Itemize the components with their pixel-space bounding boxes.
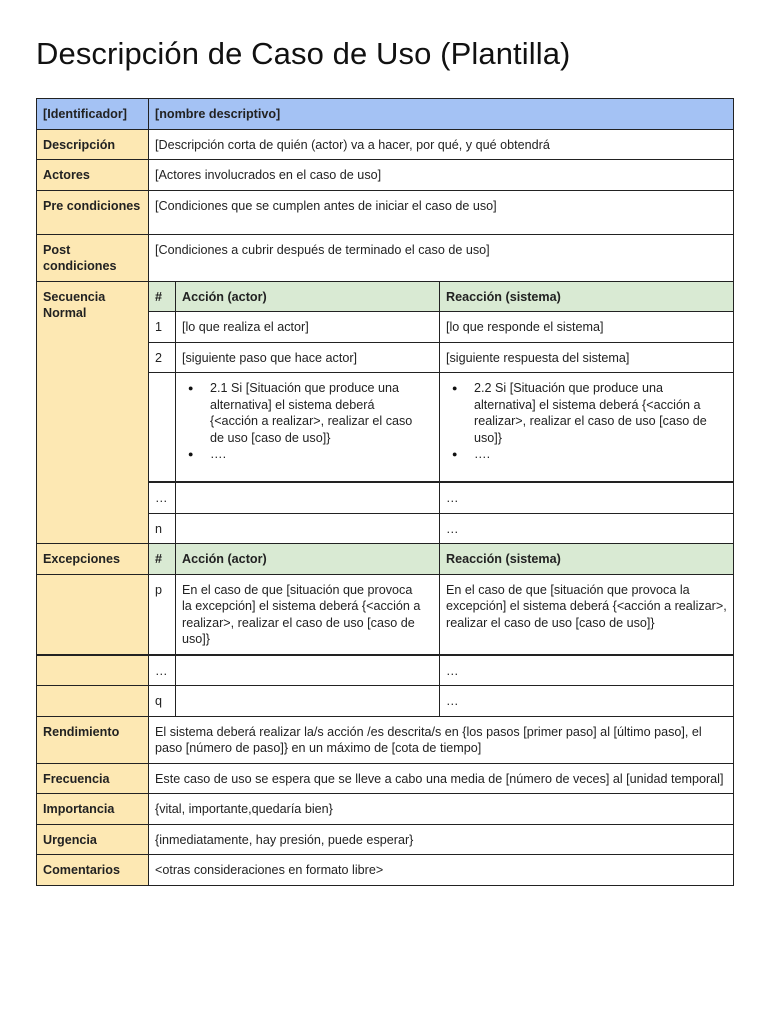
urgencia-value: {inmediatamente, hay presión, puede esperar} <box>149 824 734 855</box>
descripcion-label: Descripción <box>37 129 149 160</box>
step-sistema: [lo que responde el sistema] <box>440 312 734 343</box>
exception-actor <box>176 686 440 717</box>
excepciones-col-actor: Acción (actor) <box>176 544 440 575</box>
actores-row <box>37 160 734 191</box>
importancia-label: Importancia <box>37 794 149 825</box>
importancia-value: {vital, importante,quedaría bien} <box>149 794 734 825</box>
excepciones-col-num: # <box>149 544 176 575</box>
step-sistema: … <box>440 482 734 513</box>
bullet-list <box>182 380 419 463</box>
step-sistema: [siguiente respuesta del sistema] <box>440 342 734 373</box>
excepciones-header-row <box>37 544 734 575</box>
exception-number: p <box>149 574 176 655</box>
descripcion-row <box>37 129 734 160</box>
step-actor <box>176 482 440 513</box>
table-row <box>37 574 734 655</box>
step-number: 2 <box>149 342 176 373</box>
precondiciones-value: [Condiciones que se cumplen antes de iniciar el caso de uso] <box>149 190 734 234</box>
alternative-actor <box>176 373 440 483</box>
descriptive-name-cell: [nombre descriptivo] <box>149 99 734 130</box>
postcondiciones-value: [Condiciones a cubrir después de terminado el caso de uso] <box>149 234 734 281</box>
header-row <box>37 99 734 130</box>
exception-sistema: En el caso de que [situación que provoca la excepción] el sistema deberá {<acción a realizar>, realizar el caso de uso [caso de uso]} <box>440 574 734 655</box>
table-row <box>37 655 734 686</box>
urgencia-label: Urgencia <box>37 824 149 855</box>
rendimiento-label: Rendimiento <box>37 716 149 763</box>
list-item: ● …. <box>210 446 419 463</box>
secuencia-label: Secuencia Normal <box>37 281 149 544</box>
excepciones-label: Excepciones <box>37 544 149 575</box>
secuencia-col-num: # <box>149 281 176 312</box>
urgencia-row <box>37 824 734 855</box>
step-actor: [lo que realiza el actor] <box>176 312 440 343</box>
secuencia-col-sistema: Reacción (sistema) <box>440 281 734 312</box>
excepciones-label-cell <box>37 574 149 655</box>
use-case-table <box>36 98 734 886</box>
step-number: … <box>149 482 176 513</box>
comentarios-value: <otras consideraciones en formato libre> <box>149 855 734 886</box>
excepciones-col-sistema: Reacción (sistema) <box>440 544 734 575</box>
alternative-sistema <box>440 373 734 483</box>
frecuencia-row <box>37 763 734 794</box>
exception-number: q <box>149 686 176 717</box>
secuencia-header-row <box>37 281 734 312</box>
exception-actor <box>176 655 440 686</box>
exception-sistema: … <box>440 655 734 686</box>
comentarios-label: Comentarios <box>37 855 149 886</box>
rendimiento-row <box>37 716 734 763</box>
step-number: n <box>149 513 176 544</box>
postcondiciones-row <box>37 234 734 281</box>
comentarios-row <box>37 855 734 886</box>
frecuencia-label: Frecuencia <box>37 763 149 794</box>
excepciones-label-cell <box>37 686 149 717</box>
identifier-cell: [Identificador] <box>37 99 149 130</box>
precondiciones-label: Pre condiciones <box>37 190 149 234</box>
postcondiciones-label: Post condiciones <box>37 234 149 281</box>
actores-value: [Actores involucrados en el caso de uso] <box>149 160 734 191</box>
frecuencia-value: Este caso de uso se espera que se lleve a cabo una media de [número de veces] al [unidad temporal] <box>149 763 734 794</box>
importancia-row <box>37 794 734 825</box>
list-item: ● 2.2 Si [Situación que produce una alternativa] el sistema deberá {<acción a realizar>, realizar el caso de uso [caso de uso]} <box>474 380 719 446</box>
descripcion-value: [Descripción corta de quién (actor) va a hacer, por qué, y qué obtendrá <box>149 129 734 160</box>
step-number <box>149 373 176 483</box>
actores-label: Actores <box>37 160 149 191</box>
list-item: ● 2.1 Si [Situación que produce una alternativa] el sistema deberá {<acción a realizar>, realizar el caso de uso [caso de uso]} <box>210 380 419 446</box>
step-actor <box>176 513 440 544</box>
step-actor: [siguiente paso que hace actor] <box>176 342 440 373</box>
secuencia-col-actor: Acción (actor) <box>176 281 440 312</box>
page-title: Descripción de Caso de Uso (Plantilla) <box>36 36 571 71</box>
step-sistema: … <box>440 513 734 544</box>
exception-number: … <box>149 655 176 686</box>
exception-actor: En el caso de que [situación que provoca la excepción] el sistema deberá {<acción a realizar>, realizar el caso de uso [caso de uso]} <box>176 574 440 655</box>
step-number: 1 <box>149 312 176 343</box>
excepciones-label-cell <box>37 655 149 686</box>
precondiciones-row <box>37 190 734 234</box>
list-item: ● …. <box>474 446 719 463</box>
table-row <box>37 686 734 717</box>
bullet-list <box>446 380 719 463</box>
exception-sistema: … <box>440 686 734 717</box>
rendimiento-value: El sistema deberá realizar la/s acción /es descrita/s en {los pasos [primer paso] al [último paso], el paso [número de paso]} en un máximo de [cota de tiempo] <box>149 716 734 763</box>
